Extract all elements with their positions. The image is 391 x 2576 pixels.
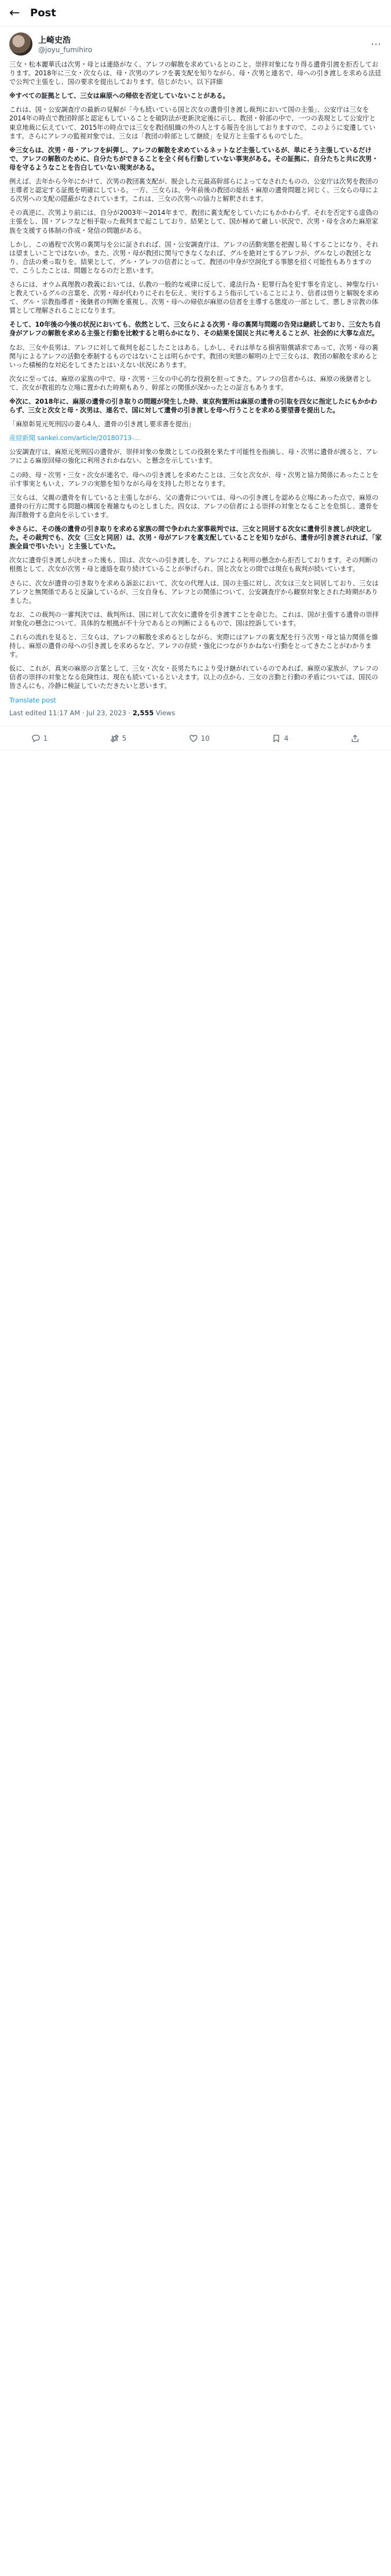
post-paragraph: 次女に遺骨引き渡しが決まった後も、国は、次女への引き渡しを、アレフによる利用の懸念から拒否しております。その判断の根拠として、次女が次男・母と連絡を取り続けていることが挙げられ、国と次女との間では現在も裁判が続いています。 xyxy=(9,557,378,573)
post-body xyxy=(0,58,391,691)
author-handle[interactable]: @joyu_fumihiro xyxy=(38,46,93,54)
post-paragraph: ※次に、2018年に、麻原の遺骨の引き取りの問題が発生した時、東京拘置所は麻原の遺骨の引取を四女に指定したにもかかわらず、三女と次女と母・次男は、連名で、国に対して遺骨の引き渡しを母へ行うことを求める要望書を提出した。 xyxy=(9,398,377,415)
more-options-icon[interactable]: ⋯ xyxy=(371,38,382,50)
post-paragraph: 公安調査庁は、麻原元死刑囚の遺骨が、崇拝対象の象徴としての役割を果たす可能性を指摘し、母・次男に遺骨が渡ると、アレフによる麻原回帰の強化に利用されかねない、と懸念を示しています。 xyxy=(9,448,379,465)
post-paragraph: そして、10年後の今後の状況においても、依然として、三女らによる次男・母の裏関与問題の告発は継続しており、三女たち自身がアレフの解散を求める主張と行動を比較すると明らかになり、その結果を国民と共に考えることが、社会的に大事な点だ。 xyxy=(9,321,381,338)
post-paragraph: なお、この裁判の一審判決では、裁判所は、国に対して次女に遺骨を引き渡すことを命じた。これは、国が主張する遺骨の崇拝対象化の懸念について、具体的な根拠が不十分であるとの判断によるもので、国は控訴しています。 xyxy=(9,610,379,627)
heart-icon xyxy=(189,734,198,743)
post-timestamp[interactable]: Last edited 11:17 AM · Jul 23, 2023 xyxy=(9,708,127,717)
back-arrow-icon[interactable]: ← xyxy=(9,6,20,20)
post-paragraph: 仮に、これが、真実の麻原の言葉として、三女・次女・長男たちにより受け継がれているのであれば、麻原の家族が、アレフの信者の崇拝の対象となる危険性は、現在も続いているといえます。以上の点から、三女の言動と行動の矛盾については、国民の皆さんにも、冷静に検証していただきたいと思います。 xyxy=(9,665,379,690)
action-bar xyxy=(0,726,391,751)
article-link[interactable]: 産経新聞 sankei.com/article/20180713-... xyxy=(9,434,140,442)
bookmark-icon xyxy=(272,734,281,743)
views-count: 2,555 xyxy=(132,708,154,717)
repost-button[interactable] xyxy=(110,734,127,743)
post-meta: Last edited 11:17 AM · Jul 23, 2023 · 2,555 Views xyxy=(9,708,176,717)
repost-icon xyxy=(110,734,119,743)
like-button[interactable] xyxy=(189,734,210,743)
reply-button[interactable] xyxy=(31,734,48,743)
post-paragraph: さらには、オウム真理教の教義においては、仏教の一般的な戒律に反して、違法行為・犯罪行為を犯す事を肯定し、神聖な行いと教えているグルの言葉を、次男・母が代わりにそれを伝え、実行するよう指示していることにより、信者は悟りと解脱を求めて、グル・宗教指導者・後継者の判断を重視し、次男・母への帰依が麻原の信者を主導する態度の一部として、悪しき宗教の体質として理解されることになります。 xyxy=(9,280,379,315)
views-label: Views xyxy=(156,708,176,717)
like-count: 10 xyxy=(200,734,210,742)
post-paragraph: さらに、次女が遺骨の引き取りを求める訴訟において、次女の代理人は、国の主張に対し、次女は三女と同居しており、三女はアレフと無関係であると反論しているが、三女自身も、アレフとの関係について、公安調査庁から観察対象とされた時期がありました。 xyxy=(9,579,379,605)
translate-post-link[interactable]: Translate post xyxy=(9,696,56,704)
post-paragraph: この時、母・次男・三女・次女が連名で、母への引き渡しを求めたことは、三女と次女が、母・次男と協力関係にあったことを示す事実ともいえ、アレフの実態を知りながら母を支持した形となります。 xyxy=(9,471,379,488)
share-button[interactable] xyxy=(350,734,360,743)
post-paragraph: 三女らは、父親の遺骨を有していると主張しながら、父の遺骨については、母への引き渡しを認める立場にあった点で、麻原の遺骨の行方に関する問題の構図を複雑なものとしました。四女は、アレフの信者による崇拝の対象となることを危惧し、遺骨を海洋散骨する意向を示しています。 xyxy=(9,493,379,519)
post-paragraph: ※すべての証拠として、三女は麻原への帰依を否定していないことがある。 xyxy=(9,92,229,100)
post-paragraph: しかし、この過程で次男の裏関与を公に証されれば、国・公安調査庁は、アレフの活動実態を把握し易くすることになり、それは望ましいことではないか。また、次男・母が教団に関与できなくなれば、グルを絶対とするアレフが、グルなしの教団となり、合法の乗っ取りを。結果として、グル・アレフの信者にとって、教団の中身が空洞化する事態を招く可能性もありますので、こうしたことは、問題となるのだと思います。 xyxy=(9,240,379,275)
page-title: Post xyxy=(30,7,56,19)
post-paragraph: 三女・松本麗華氏は次男・母とは連絡がなく、アレフの解散を求めているとのこと。崇拝対象になり得る遺骨引渡を拒否しております。2018年に三女・次女らは、母・次男のアレフを裏支配を知りながら、母・次男と連名で、母への引き渡しを求める法廷で公判で主張をし、国の要求を提出しております。信じがたい。以下詳細 xyxy=(9,61,382,86)
post-paragraph: ※さらに、その後の遺骨の引き取りを求める家族の間で争われた家事裁判では、三女と同居する次女に遺骨引き渡しが決定した。その裁判でも、次女（三女と同居）は、次男・母がアレフを裏支配していることを知りながら、遺骨が引き渡されれば、「家族全員で弔いたい」と主張していた。 xyxy=(9,525,382,551)
author-name[interactable]: 上崎史浩 xyxy=(38,36,71,45)
avatar[interactable] xyxy=(9,32,32,56)
reply-icon xyxy=(31,734,41,743)
post-paragraph: なお、三女や長男は、アレフに対して裁判を起こしたことはある。しかし、それは単なる損害賠償請求であって、次男・母の裏関与によるアレフの活動を牽制するものではないことは明らかです。教団の実態の解明の上で三女らは、教団の解散を求めるといった積極的な対応をしてきたとはいえない状況にあります。 xyxy=(9,343,378,369)
reply-count: 1 xyxy=(43,734,48,742)
author-names xyxy=(38,34,92,54)
post-paragraph: その真逆に、次男より前には、自分が2003年〜2014年まで、教団に裏支配をしていたにもかかわらず、それを否定する虚偽の主張をし、国・アレフなど相手取った裁判まで起こしており、結果として、国が極めて厳しい状況で、次男・母を含めた麻原家族を支援する体制の作成・発信の問題がある。 xyxy=(9,209,379,235)
top-bar xyxy=(0,0,391,27)
post-paragraph: 「麻原彰晃元死刑囚の妻ら4人、遺骨の引き渡し要求書を提出」 xyxy=(9,420,195,429)
post-paragraph: 次女に至っては、麻原の家族の中で、母・次男・三女の中心的な役割を担ってきた。アレフの信者からは、麻原の後継者として、次女が教祖的な立場に置かれた時期もあり、幹部との関係が深かったとの証言もあります。 xyxy=(9,375,372,391)
post-paragraph: これは、国・公安調査庁の最新の見解が「今も続いている国と次女の遺骨引き渡し裁判において国の主張」、公安庁は三女を2014年の時点で教団幹部と認定もしていることを破防法が更新決定後に示し、教団・幹部の中で、一つの表現として公安庁と東京地裁に伝えていて、2015年の時点では三女を教団組織の外の人とする報告を出しておりますので、このように変遷しています。さらにアレフの監視対象では、三女は「教団の幹部として継続」を見方と主張するものでした。 xyxy=(9,106,376,140)
share-icon xyxy=(350,734,360,743)
post-paragraph: ※三女らは、次男・母・アレフを糾弾し、アレフの解散を求めているネットなど主張しているが、単にそう主張しているだけで、アレフの解散のために、自分たちができることを全く何も行動していない事実がある。その証拠に、自分たちと共に次男・母を守るようなことを告白していない現実がある。 xyxy=(9,146,379,171)
post-paragraph: 例えば、去年から今年にかけて、次男の教団裏支配が、脱会した元最高幹部らによってなされたものの、公安庁は次男を教団の主導者と認定する証拠を明確にしている。一方、三女らは、今年前後の教団の総括・麻原の遺骨問題と同じく、三女らの母による次男への支配の隠蔽がなされています。これは、三女の次男への協力と解釈されます。 xyxy=(9,178,379,203)
post-paragraph: これらの流れを見ると、三女らは、アレフの解散を求めるとしながら、実際にはアレフの裏支配を行う次男・母と協力関係を維持し、麻原の遺骨の母への引き渡しを求めるなど、アレフの存続・強化につながりかねない行動をとってきたことがわかります。 xyxy=(9,633,378,659)
bookmark-button[interactable] xyxy=(272,734,288,743)
post-author xyxy=(0,27,391,58)
bookmark-count: 4 xyxy=(284,734,288,742)
repost-count: 5 xyxy=(122,734,127,742)
